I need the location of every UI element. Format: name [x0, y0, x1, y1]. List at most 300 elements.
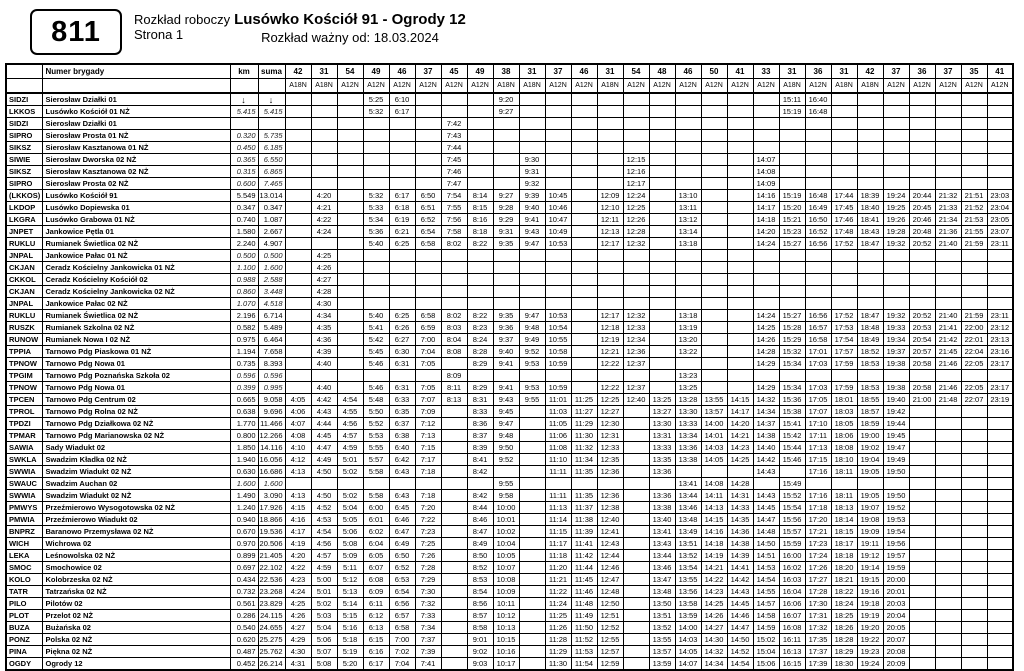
time-cell: 8:08 — [441, 346, 467, 358]
time-cell: 12:21 — [597, 346, 623, 358]
time-cell — [701, 166, 727, 178]
time-cell: 4:26 — [311, 262, 337, 274]
stop-name: Rumianek Szkolna 02 NŻ — [42, 322, 230, 334]
time-cell: 6:11 — [363, 598, 389, 610]
route-number: 811 — [51, 15, 101, 48]
time-cell — [779, 142, 805, 154]
time-cell: 7:12 — [415, 418, 441, 430]
time-cell — [337, 334, 363, 346]
table-row — [6, 154, 1013, 166]
time-cell: 18:53 — [857, 358, 883, 370]
time-cell — [857, 106, 883, 118]
time-cell — [285, 382, 311, 394]
time-cell — [623, 634, 649, 646]
time-cell — [987, 502, 1013, 514]
time-cell: 7:13 — [415, 430, 441, 442]
time-cell: 5:40 — [363, 310, 389, 322]
time-cell: 17:16 — [805, 466, 831, 478]
time-cell: 17:07 — [805, 406, 831, 418]
time-cell — [571, 334, 597, 346]
time-cell: 10:11 — [493, 598, 519, 610]
time-cell: 13:30 — [675, 406, 701, 418]
time-cell: 20:44 — [909, 190, 935, 202]
time-cell — [545, 370, 571, 382]
time-cell: 14:40 — [753, 442, 779, 454]
stop-code: SIWIE — [6, 154, 42, 166]
time-cell: 4:21 — [311, 202, 337, 214]
stop-code: SWKLA — [6, 454, 42, 466]
time-cell — [441, 93, 467, 106]
time-cell: 14:37 — [753, 418, 779, 430]
time-cell — [519, 598, 545, 610]
time-cell — [623, 454, 649, 466]
time-cell — [727, 214, 753, 226]
time-cell: 23:11 — [987, 310, 1013, 322]
time-cell — [961, 658, 987, 671]
time-cell: 20:58 — [909, 358, 935, 370]
time-cell — [909, 262, 935, 274]
time-cell — [961, 490, 987, 502]
time-cell: 6:52 — [389, 562, 415, 574]
time-cell — [701, 310, 727, 322]
time-cell: 12:46 — [597, 562, 623, 574]
stop-name: Jankowice Pałac 02 NŻ — [42, 298, 230, 310]
time-cell — [961, 466, 987, 478]
time-cell — [857, 93, 883, 106]
table-row — [6, 454, 1013, 466]
time-cell — [805, 154, 831, 166]
time-cell: 11:50 — [571, 622, 597, 634]
time-cell: 7:30 — [415, 586, 441, 598]
time-cell: 4:59 — [337, 442, 363, 454]
time-cell — [519, 526, 545, 538]
time-cell: 5:36 — [363, 226, 389, 238]
brigade-number: 49 — [467, 64, 493, 79]
time-cell — [571, 118, 597, 130]
time-cell: 11:39 — [571, 526, 597, 538]
suma-value: 5.415 — [258, 106, 285, 118]
suma-value: 6.550 — [258, 154, 285, 166]
time-cell — [545, 166, 571, 178]
time-cell — [519, 250, 545, 262]
time-cell: 20:01 — [883, 586, 909, 598]
table-row — [6, 622, 1013, 634]
time-cell — [675, 298, 701, 310]
time-cell — [857, 130, 883, 142]
time-cell: 13:48 — [649, 586, 675, 598]
time-cell: 20:04 — [883, 610, 909, 622]
time-cell — [935, 418, 961, 430]
time-cell — [675, 178, 701, 190]
km-value: 2.240 — [230, 238, 258, 250]
time-cell: 8:02 — [441, 238, 467, 250]
time-cell: 10:55 — [545, 334, 571, 346]
table-row — [6, 574, 1013, 586]
time-cell: 9:41 — [493, 382, 519, 394]
time-cell — [597, 142, 623, 154]
time-cell — [753, 93, 779, 106]
time-cell: 6:17 — [363, 658, 389, 671]
time-cell: 4:17 — [285, 526, 311, 538]
time-cell — [597, 178, 623, 190]
time-cell — [311, 166, 337, 178]
vehicle-type: A12N — [909, 79, 935, 94]
time-cell: 8:31 — [467, 394, 493, 406]
time-cell: 12:38 — [597, 502, 623, 514]
time-cell — [441, 574, 467, 586]
table-row — [6, 478, 1013, 490]
suma-value: 5.489 — [258, 322, 285, 334]
route-number-box — [30, 9, 122, 55]
time-cell: 11:30 — [545, 658, 571, 671]
time-cell — [571, 93, 597, 106]
stop-code: JNPAL — [6, 250, 42, 262]
time-cell: 4:56 — [337, 418, 363, 430]
time-cell: 11:01 — [545, 394, 571, 406]
time-cell: 7:44 — [441, 142, 467, 154]
time-cell: 15:19 — [779, 190, 805, 202]
suma-value: 20.506 — [258, 538, 285, 550]
time-cell: 15:04 — [753, 646, 779, 658]
time-cell — [857, 286, 883, 298]
suma-value: 12.266 — [258, 430, 285, 442]
suma-value: 1.600 — [258, 478, 285, 490]
time-cell — [701, 202, 727, 214]
time-cell: 14:48 — [753, 526, 779, 538]
time-cell: 5:02 — [337, 466, 363, 478]
time-cell — [675, 118, 701, 130]
time-cell: 5:46 — [363, 382, 389, 394]
time-cell: 19:45 — [883, 430, 909, 442]
vehicle-type: A12N — [987, 79, 1013, 94]
time-cell — [909, 166, 935, 178]
time-cell: 4:39 — [311, 346, 337, 358]
time-cell: 6:13 — [363, 622, 389, 634]
time-cell — [597, 370, 623, 382]
time-cell: 18:15 — [831, 526, 857, 538]
brigade-number: 54 — [337, 64, 363, 79]
time-cell — [675, 358, 701, 370]
time-cell: 6:15 — [363, 634, 389, 646]
time-cell: 10:53 — [545, 238, 571, 250]
time-cell: 8:23 — [467, 322, 493, 334]
time-cell: 6:17 — [389, 106, 415, 118]
time-cell — [311, 93, 337, 106]
time-cell — [909, 430, 935, 442]
time-cell: 6:18 — [389, 202, 415, 214]
suma-value: 3.448 — [258, 286, 285, 298]
time-cell: 13:31 — [649, 430, 675, 442]
time-cell: 10:59 — [545, 382, 571, 394]
time-cell — [545, 478, 571, 490]
time-cell: 19:15 — [857, 574, 883, 586]
time-cell: 16:57 — [805, 322, 831, 334]
stop-name: Tarnowo Pdg Marianowska 02 NŻ — [42, 430, 230, 442]
time-cell: 19:53 — [883, 514, 909, 526]
time-cell: 15:28 — [779, 322, 805, 334]
time-cell — [701, 346, 727, 358]
time-cell: 8:04 — [441, 334, 467, 346]
time-cell: 6:37 — [389, 418, 415, 430]
time-cell: 20:53 — [909, 322, 935, 334]
time-cell: 17:48 — [831, 226, 857, 238]
time-cell — [441, 586, 467, 598]
time-cell: 12:15 — [623, 154, 649, 166]
time-cell — [441, 430, 467, 442]
time-cell — [623, 586, 649, 598]
time-cell — [961, 106, 987, 118]
stop-code: SMOC — [6, 562, 42, 574]
time-cell — [701, 298, 727, 310]
time-cell: 20:54 — [909, 334, 935, 346]
time-cell: 11:03 — [545, 406, 571, 418]
time-cell: 14:21 — [701, 562, 727, 574]
time-cell: 6:25 — [389, 238, 415, 250]
time-cell: 18:26 — [831, 622, 857, 634]
time-cell — [701, 286, 727, 298]
time-cell: 13:10 — [675, 190, 701, 202]
km-value: 1.240 — [230, 502, 258, 514]
time-cell — [493, 262, 519, 274]
suma-value: 8.393 — [258, 358, 285, 370]
time-cell: 8:14 — [467, 190, 493, 202]
time-cell: 9:39 — [519, 190, 545, 202]
stop-name: Rumianek Świetlica 02 NŻ — [42, 310, 230, 322]
time-cell: 13:55 — [701, 394, 727, 406]
time-cell: 10:02 — [493, 526, 519, 538]
time-cell: 16:00 — [779, 550, 805, 562]
time-cell — [831, 142, 857, 154]
time-cell: 12:25 — [623, 202, 649, 214]
brigade-number: 37 — [883, 64, 909, 79]
time-cell: 19:02 — [857, 442, 883, 454]
time-cell: 6:09 — [363, 586, 389, 598]
time-cell: 14:07 — [675, 658, 701, 671]
time-cell — [987, 166, 1013, 178]
time-cell: 6:45 — [389, 502, 415, 514]
suma-value: 2.667 — [258, 226, 285, 238]
time-cell — [649, 93, 675, 106]
table-row — [6, 634, 1013, 646]
time-cell: 10:47 — [545, 214, 571, 226]
suma-value: 6.865 — [258, 166, 285, 178]
time-cell — [857, 154, 883, 166]
time-cell — [571, 166, 597, 178]
time-cell — [467, 178, 493, 190]
time-cell: 7:34 — [415, 622, 441, 634]
time-cell — [727, 322, 753, 334]
time-cell: 4:24 — [285, 586, 311, 598]
time-cell — [623, 430, 649, 442]
km-value: 0.940 — [230, 514, 258, 526]
stop-code: PONZ — [6, 634, 42, 646]
time-cell: 14:59 — [753, 622, 779, 634]
time-cell: 14:45 — [727, 598, 753, 610]
stop-name: Jankowice Pętla 01 — [42, 226, 230, 238]
time-cell: 14:11 — [701, 490, 727, 502]
time-cell — [805, 286, 831, 298]
time-cell — [987, 454, 1013, 466]
km-value: 5.549 — [230, 190, 258, 202]
time-cell — [909, 142, 935, 154]
suma-value: 21.405 — [258, 550, 285, 562]
time-cell: 10:12 — [493, 610, 519, 622]
time-cell: 12:52 — [597, 622, 623, 634]
time-cell — [649, 334, 675, 346]
time-cell: 15:41 — [779, 418, 805, 430]
vehicle-type: A18N — [493, 79, 519, 94]
time-cell: 8:50 — [467, 550, 493, 562]
time-cell: 15:27 — [779, 238, 805, 250]
time-cell — [441, 634, 467, 646]
time-cell — [337, 346, 363, 358]
time-cell — [311, 154, 337, 166]
stop-name: Tarnowo Pdg Rolna 02 NŻ — [42, 406, 230, 418]
time-cell: 6:33 — [389, 394, 415, 406]
time-cell — [415, 274, 441, 286]
time-cell — [623, 502, 649, 514]
time-cell: 14:41 — [727, 562, 753, 574]
time-cell: 20:57 — [909, 346, 935, 358]
time-cell: 9:48 — [519, 322, 545, 334]
time-cell: 18:11 — [831, 466, 857, 478]
time-cell — [883, 178, 909, 190]
time-cell: 13:47 — [649, 574, 675, 586]
time-cell: 7:02 — [389, 646, 415, 658]
time-cell: 11:52 — [571, 634, 597, 646]
time-cell: 14:50 — [753, 538, 779, 550]
time-cell: 14:43 — [753, 490, 779, 502]
time-cell: 11:20 — [545, 562, 571, 574]
time-cell — [909, 286, 935, 298]
time-cell: 17:11 — [805, 430, 831, 442]
time-cell: 18:29 — [831, 646, 857, 658]
time-cell: 11:08 — [545, 442, 571, 454]
time-cell: 20:46 — [909, 214, 935, 226]
time-cell: 14:27 — [701, 622, 727, 634]
time-cell: 12:17 — [597, 310, 623, 322]
time-cell: 9:02 — [467, 646, 493, 658]
time-cell: 14:51 — [753, 550, 779, 562]
km-value: 5.415 — [230, 106, 258, 118]
time-cell — [987, 478, 1013, 490]
stop-name: Swadzim Wiadukt 02 NŻ — [42, 490, 230, 502]
stop-name: Swadzim Kładka 02 NŻ — [42, 454, 230, 466]
time-cell: 8:22 — [467, 238, 493, 250]
time-cell: 13:19 — [675, 322, 701, 334]
time-cell — [675, 286, 701, 298]
time-cell: 12:47 — [597, 574, 623, 586]
time-cell: 17:35 — [805, 634, 831, 646]
km-value: 0.638 — [230, 406, 258, 418]
time-cell — [285, 190, 311, 202]
time-cell: 14:22 — [701, 574, 727, 586]
time-cell: 17:26 — [805, 562, 831, 574]
time-cell: 21:33 — [935, 202, 961, 214]
km-value: 0.732 — [230, 586, 258, 598]
time-cell — [571, 298, 597, 310]
time-cell: 13:54 — [675, 562, 701, 574]
time-cell — [467, 370, 493, 382]
time-cell: 18:39 — [857, 190, 883, 202]
time-cell — [623, 142, 649, 154]
stop-name: Lusówko Kościół 01 NŻ — [42, 106, 230, 118]
brigade-number: 31 — [831, 64, 857, 79]
time-cell — [415, 106, 441, 118]
time-cell — [311, 178, 337, 190]
time-cell — [441, 622, 467, 634]
time-cell: 5:50 — [363, 406, 389, 418]
time-cell: 17:31 — [805, 610, 831, 622]
time-cell — [675, 466, 701, 478]
time-cell: 9:55 — [519, 394, 545, 406]
time-cell — [285, 478, 311, 490]
time-cell — [519, 478, 545, 490]
suma-value: 11.466 — [258, 418, 285, 430]
time-cell: 17:03 — [805, 382, 831, 394]
page-info: Strona 1 — [134, 27, 184, 42]
table-row — [6, 646, 1013, 658]
stop-name: Rumianek Nowa I 02 NŻ — [42, 334, 230, 346]
time-cell — [571, 370, 597, 382]
time-cell: 17:32 — [805, 622, 831, 634]
time-cell: 4:59 — [311, 562, 337, 574]
time-cell — [883, 118, 909, 130]
time-cell: 12:33 — [623, 322, 649, 334]
time-cell — [493, 154, 519, 166]
time-cell — [909, 274, 935, 286]
stop-code: BNPRZ — [6, 526, 42, 538]
time-cell — [363, 178, 389, 190]
stop-code: PILO — [6, 598, 42, 610]
time-cell — [961, 154, 987, 166]
time-cell — [389, 166, 415, 178]
time-cell — [441, 274, 467, 286]
time-cell — [519, 406, 545, 418]
time-cell: 17:05 — [805, 394, 831, 406]
time-cell: 12:37 — [623, 382, 649, 394]
time-cell: 11:18 — [545, 550, 571, 562]
brigade-number: 37 — [545, 64, 571, 79]
page-title: Lusówko Kościół 91 - Ogrody 12 — [234, 11, 466, 28]
time-cell: 4:34 — [311, 310, 337, 322]
time-cell — [649, 370, 675, 382]
time-cell: 10:49 — [545, 226, 571, 238]
time-cell: 5:06 — [337, 526, 363, 538]
time-cell: 12:32 — [623, 238, 649, 250]
time-cell: 6:16 — [363, 646, 389, 658]
stop-name: Przeźmierowo Wiadukt 02 — [42, 514, 230, 526]
time-cell: 12:34 — [623, 334, 649, 346]
suma-value: 1.087 — [258, 214, 285, 226]
time-cell — [935, 478, 961, 490]
time-cell — [701, 250, 727, 262]
time-cell: 13:18 — [675, 238, 701, 250]
time-cell — [909, 514, 935, 526]
km-value: 0.487 — [230, 646, 258, 658]
time-cell — [623, 274, 649, 286]
time-cell: 12:13 — [597, 226, 623, 238]
time-cell: 13:52 — [675, 550, 701, 562]
time-cell: 13:25 — [649, 394, 675, 406]
time-cell — [337, 214, 363, 226]
time-cell: 4:45 — [311, 430, 337, 442]
time-cell — [961, 622, 987, 634]
time-cell — [363, 286, 389, 298]
stop-code: PINA — [6, 646, 42, 658]
time-cell — [961, 526, 987, 538]
time-cell: 7:04 — [415, 346, 441, 358]
